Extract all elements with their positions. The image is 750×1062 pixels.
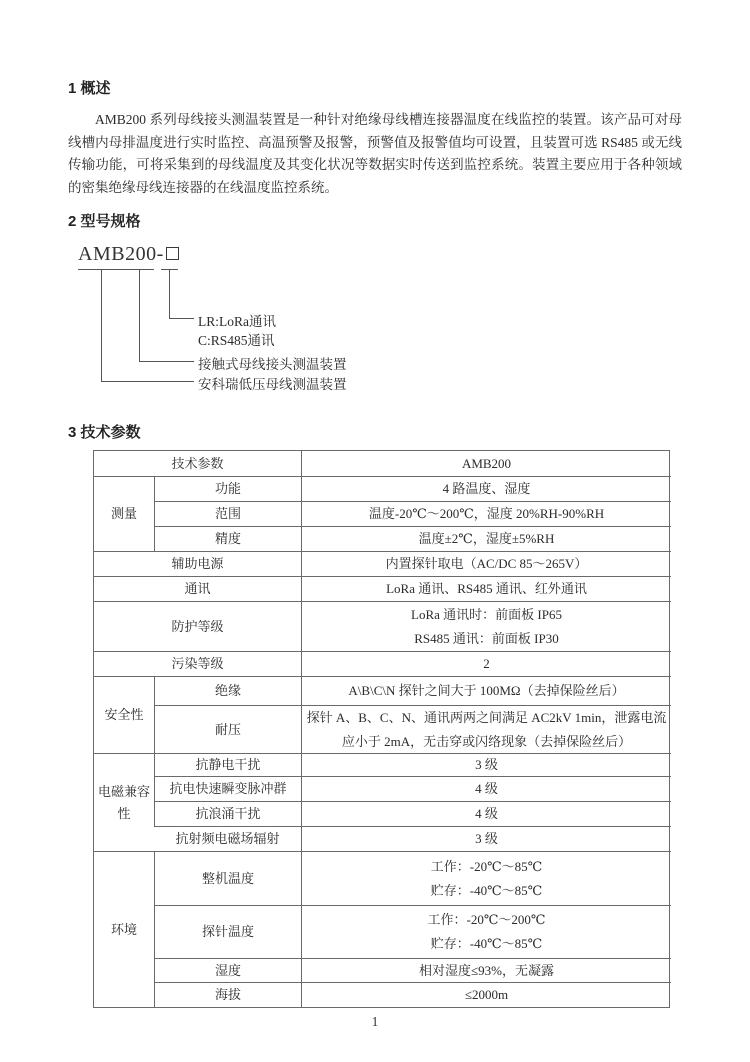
overview-paragraph: AMB200 系列母线接头测温装置是一种针对绝缘母线槽连接器温度在线监控的装置。该产品可对母线槽内母排温度进行实时监控、高温预警及报警，预警值及报警值均可设置，且装置可选 RS485 或无线传输功能，可将采集到的母线温度及其变化状况等数据实时传送到监控系统。装置主要应用于各种领域的密集绝缘母线连接器的在线温度监控系统。 xyxy=(68,112,682,195)
spec-value xyxy=(302,852,671,906)
spec-group-measure: 测量 xyxy=(94,477,154,552)
page-number: 1 xyxy=(371,1014,379,1029)
spec-value-line: 贮存：-40℃～85℃ xyxy=(430,882,543,898)
diagram-line-box-vertical xyxy=(169,269,170,318)
model-placeholder-box-icon xyxy=(166,247,179,260)
spec-value: 4 级 xyxy=(302,802,671,827)
spec-label: 湿度 xyxy=(154,959,302,983)
spec-label: 海拔 xyxy=(154,983,302,1007)
diagram-line-200-vertical xyxy=(139,269,140,361)
section-heading-specs: 3 技术参数 xyxy=(68,424,141,441)
spec-value: 3 级 xyxy=(302,754,671,777)
model-code-text: AMB200- xyxy=(78,243,164,265)
model-option-rs485: C:RS485通讯 xyxy=(198,333,275,348)
spec-label: 抗射频电磁场辐射 xyxy=(154,827,302,852)
spec-value: 4 级 xyxy=(302,777,671,802)
spec-value-line: RS485 通讯：前面板 IP30 xyxy=(414,630,559,646)
spec-header-value: AMB200 xyxy=(302,451,671,477)
spec-label: 抗静电干扰 xyxy=(154,754,302,777)
spec-label-protection: 防护等级 xyxy=(94,602,302,652)
model-option-contact-type: 接触式母线接头测温装置 xyxy=(198,357,347,372)
diagram-line-box-horizontal xyxy=(169,318,194,319)
spec-value-line: 工作：-20℃～85℃ xyxy=(430,858,543,874)
model-option-lora: LR:LoRa通讯 xyxy=(198,314,276,329)
spec-value xyxy=(302,706,671,754)
spec-value xyxy=(302,602,671,652)
spec-value: ≤2000m xyxy=(464,987,509,1002)
spec-label-aux-power: 辅助电源 xyxy=(94,552,302,577)
diagram-line-200-horizontal xyxy=(139,361,194,362)
section-heading-model: 2 型号规格 xyxy=(68,213,141,230)
spec-label: 精度 xyxy=(154,527,302,552)
spec-value-line: 贮存：-40℃～85℃ xyxy=(430,936,543,951)
spec-value: 内置探针取电（AC/DC 85～265V） xyxy=(302,552,671,577)
spec-label: 耐压 xyxy=(154,706,302,754)
diagram-line-amb-vertical xyxy=(101,269,102,381)
spec-label-comm: 通讯 xyxy=(94,577,302,602)
spec-value: 4 路温度、湿度 xyxy=(302,477,671,502)
spec-value: 温度-20℃～200℃，湿度 20%RH-90%RH xyxy=(302,502,671,527)
spec-label: 抗浪涌干扰 xyxy=(154,802,302,827)
spec-value-line: 应小于 2mA，无击穿或闪络现象（去掉保险丝后） xyxy=(341,733,632,749)
spec-group-emc: 电磁兼容性 xyxy=(94,754,154,852)
spec-label: 整机温度 xyxy=(154,852,302,906)
model-diagram xyxy=(68,243,682,406)
spec-value: 3 级 xyxy=(302,827,671,852)
spec-label: 探针温度 xyxy=(154,906,302,959)
spec-value: LoRa 通讯、RS485 通讯、红外通讯 xyxy=(302,577,671,602)
spec-header-left: 技术参数 xyxy=(94,451,302,477)
spec-value: 相对湿度≤93%，无凝露 xyxy=(302,959,671,983)
spec-label: 功能 xyxy=(154,477,302,502)
spec-value-line: 探针 A、B、C、N、通讯两两之间满足 AC2kV 1min，泄露电流 xyxy=(306,709,667,725)
spec-value: 2 xyxy=(302,652,671,677)
spec-value-line: 工作：-20℃～200℃ xyxy=(427,912,546,927)
spec-value-line: LoRa 通讯时：前面板 IP65 xyxy=(411,606,562,622)
specs-table xyxy=(93,450,670,1008)
spec-group-safety: 安全性 xyxy=(94,677,154,754)
diagram-line-amb-horizontal xyxy=(101,381,194,382)
spec-label-pollution: 污染等级 xyxy=(94,652,302,677)
spec-label: 抗电快速瞬变脉冲群 xyxy=(154,777,302,802)
model-option-brand: 安科瑞低压母线测温装置 xyxy=(198,377,347,392)
spec-value: A\B\C\N 探针之间大于 100MΩ（去掉保险丝后） xyxy=(302,677,671,706)
model-code xyxy=(78,243,179,266)
spec-group-environment: 环境 xyxy=(110,921,137,937)
spec-value xyxy=(302,906,671,959)
spec-value: 温度±2℃，湿度±5%RH xyxy=(302,527,671,552)
spec-label: 范围 xyxy=(154,502,302,527)
spec-label: 绝缘 xyxy=(154,677,302,706)
section-heading-overview: 1 概述 xyxy=(68,80,111,97)
